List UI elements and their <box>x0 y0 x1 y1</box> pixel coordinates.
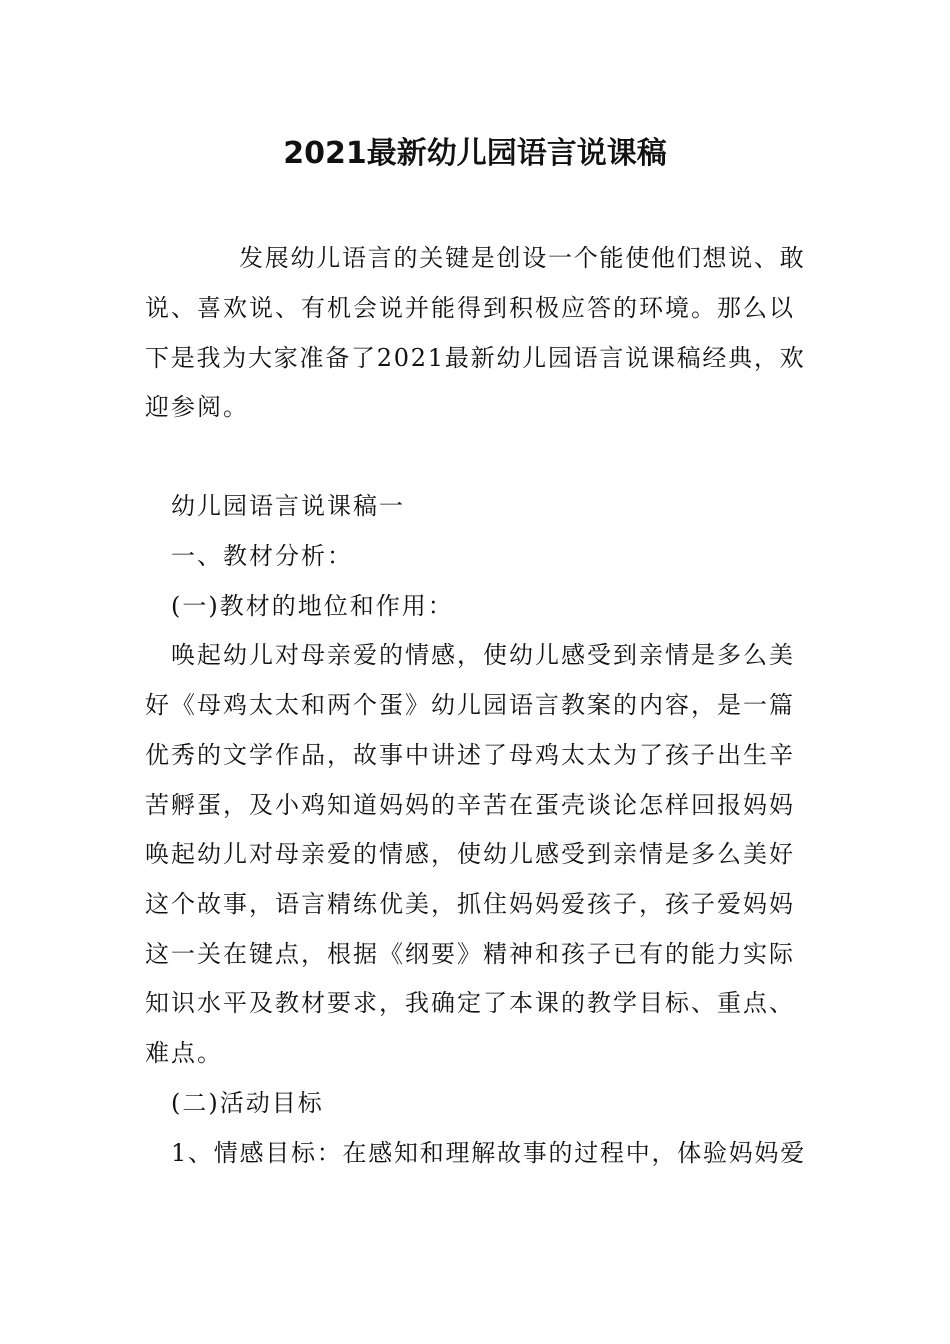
paragraph-line: 好《母鸡太太和两个蛋》幼儿园语言教案的内容，是一篇 <box>145 691 795 719</box>
paragraph-line: 难点。 <box>145 1039 223 1067</box>
goal-line: 1、情感目标：在感知和理解故事的过程中，体验妈妈爱 <box>171 1139 807 1167</box>
subheading: (一)教材的地位和作用： <box>171 592 454 620</box>
section-title: 幼儿园语言说课稿一 <box>171 492 405 520</box>
paragraph-line: 这一关在键点，根据《纲要》精神和孩子已有的能力实际 <box>145 940 795 968</box>
paragraph-line: 优秀的文学作品，故事中讲述了母鸡太太为了孩子出生辛 <box>145 741 795 769</box>
subheading: (二)活动目标 <box>171 1089 324 1117</box>
heading: 一、教材分析： <box>171 542 353 570</box>
paragraph-line: 唤起幼儿对母亲爱的情感，使幼儿感受到亲情是多么美好 <box>145 840 795 868</box>
intro-line: 迎参阅。 <box>145 393 249 421</box>
intro-line: 发展幼儿语言的关键是创设一个能使他们想说、敢 <box>239 244 806 272</box>
paragraph-line: 知识水平及教材要求，我确定了本课的教学目标、重点、 <box>145 989 795 1017</box>
paragraph-line: 苦孵蛋，及小鸡知道妈妈的辛苦在蛋壳谈论怎样回报妈妈 <box>145 791 795 819</box>
paragraph-line: 这个故事，语言精练优美，抓住妈妈爱孩子，孩子爱妈妈 <box>145 890 795 918</box>
intro-line: 说、喜欢说、有机会说并能得到积极应答的环境。那么以 <box>145 294 795 322</box>
paragraph-line: 唤起幼儿对母亲爱的情感，使幼儿感受到亲情是多么美 <box>171 641 795 669</box>
document-title: 2021最新幼儿园语言说课稿 <box>283 136 667 171</box>
intro-line: 下是我为大家准备了2021最新幼儿园语言说课稿经典，欢 <box>145 344 806 372</box>
